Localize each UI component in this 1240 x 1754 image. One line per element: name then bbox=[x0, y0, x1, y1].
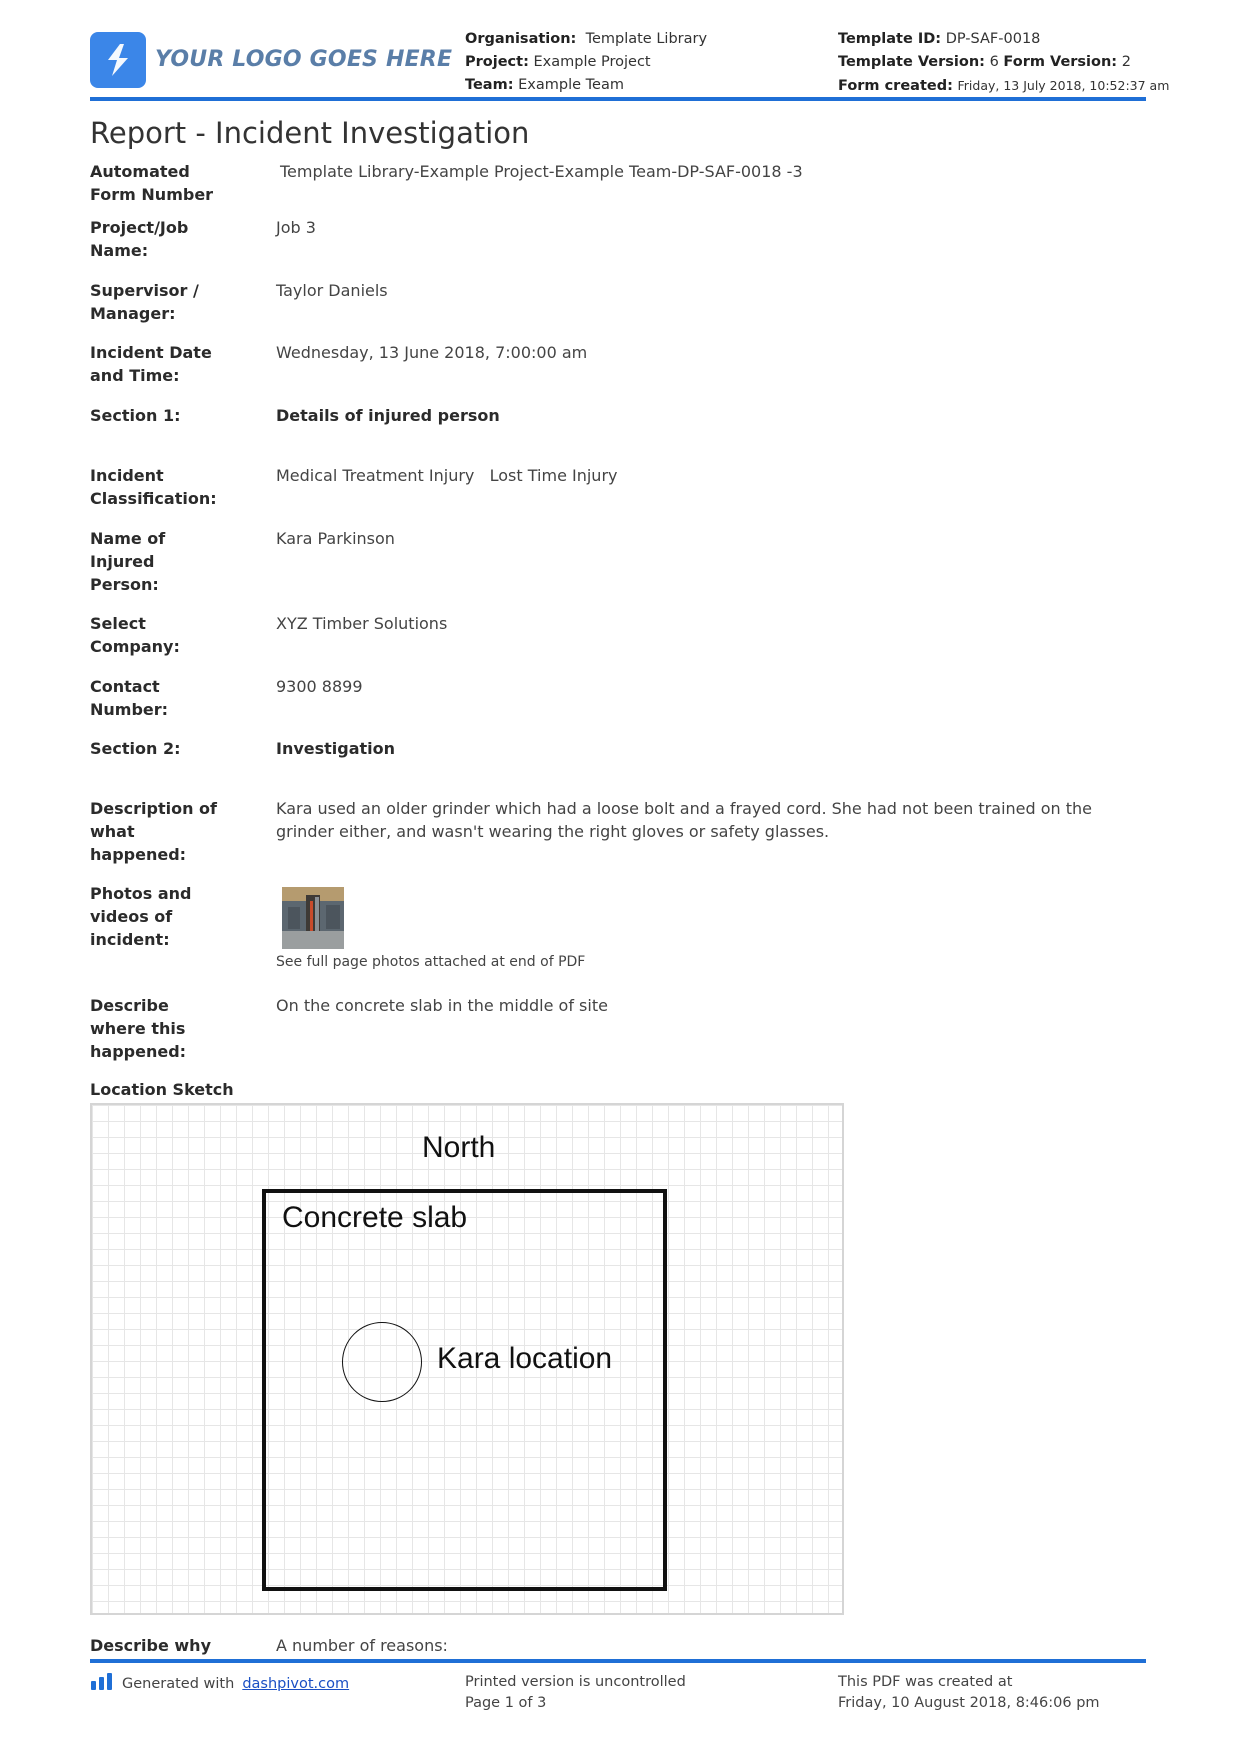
field-label: Describe where this happened: bbox=[90, 996, 187, 1061]
sketch-label: Location Sketch bbox=[90, 1080, 234, 1099]
field-label: Project/Job Name: bbox=[90, 218, 189, 260]
field-value: Job 3 bbox=[276, 218, 316, 237]
field-label: Describe why bbox=[90, 1636, 211, 1655]
template-version-label: Template Version: bbox=[838, 54, 985, 70]
organisation-label: Organisation: bbox=[465, 31, 577, 47]
field-label: Incident Classification: bbox=[90, 466, 217, 508]
footer-center bbox=[465, 1672, 686, 1714]
sketch-person-label: Kara location bbox=[437, 1342, 613, 1375]
field-value: Taylor Daniels bbox=[276, 281, 388, 300]
sketch-slab-outline bbox=[262, 1189, 667, 1591]
header-divider bbox=[90, 97, 1146, 101]
section-title: Investigation bbox=[276, 739, 396, 758]
footer-created-label: This PDF was created at bbox=[838, 1674, 1013, 1690]
footer-generated-text: Generated with bbox=[122, 1676, 235, 1692]
section-label: Section 1: bbox=[90, 406, 181, 425]
field-label: Contact Number: bbox=[90, 677, 169, 719]
section-label: Section 2: bbox=[90, 739, 181, 758]
incident-photo-thumbnail[interactable] bbox=[282, 887, 344, 949]
project-value: Example Project bbox=[533, 54, 651, 70]
field-label: Photos and videos of incident: bbox=[90, 884, 192, 949]
sketch-north-label: North bbox=[422, 1131, 496, 1164]
header-org-block bbox=[465, 28, 707, 97]
sketch-person-marker bbox=[342, 1322, 422, 1402]
field-value: Medical Treatment Injury Lost Time Injury bbox=[276, 466, 618, 485]
header-template-block bbox=[838, 28, 1169, 98]
page-title: Report - Incident Investigation bbox=[90, 116, 530, 150]
field-value: 9300 8899 bbox=[276, 677, 363, 696]
dashpivot-icon bbox=[90, 1672, 114, 1697]
organisation-value: Template Library bbox=[585, 31, 708, 47]
footer-uncontrolled: Printed version is uncontrolled bbox=[465, 1674, 686, 1690]
photo-caption: See full page photos attached at end of PDF bbox=[276, 954, 586, 970]
team-label: Team: bbox=[465, 77, 514, 93]
field-label: Description of what happened: bbox=[90, 799, 218, 864]
field-value: Wednesday, 13 June 2018, 7:00:00 am bbox=[276, 343, 588, 362]
field-value: Kara used an older grinder which had a loose bolt and a frayed cord. She had not been trained on the grinder either, and wasn't wearing the right gloves or safety glasses. bbox=[276, 799, 1093, 841]
field-label: Supervisor / Manager: bbox=[90, 281, 199, 323]
field-label: Name of Injured Person: bbox=[90, 529, 166, 594]
field-value: Template Library-Example Project-Example Team-DP-SAF-0018 -3 bbox=[280, 162, 803, 181]
field-value: XYZ Timber Solutions bbox=[276, 614, 448, 633]
footer-divider bbox=[90, 1659, 1146, 1663]
team-value: Example Team bbox=[518, 77, 624, 93]
field-label: Incident Date and Time: bbox=[90, 343, 212, 385]
field-label: Automated Form Number bbox=[90, 162, 214, 204]
sketch-slab-label: Concrete slab bbox=[282, 1201, 468, 1234]
form-created-value: Friday, 13 July 2018, 10:52:37 am bbox=[957, 78, 1170, 93]
section-title: Details of injured person bbox=[276, 406, 500, 425]
footer-created-value: Friday, 10 August 2018, 8:46:06 pm bbox=[838, 1695, 1100, 1711]
footer-generated bbox=[90, 1672, 349, 1697]
form-version-value: 2 bbox=[1121, 54, 1131, 70]
form-version-label: Form Version: bbox=[1003, 54, 1118, 70]
template-id-value: DP-SAF-0018 bbox=[945, 31, 1041, 47]
logo-text: YOUR LOGO GOES HERE bbox=[155, 47, 453, 72]
footer-page-number: Page 1 of 3 bbox=[465, 1695, 547, 1711]
footer-right bbox=[838, 1672, 1100, 1714]
template-id-label: Template ID: bbox=[838, 31, 942, 47]
location-sketch bbox=[90, 1103, 844, 1615]
logo-icon bbox=[90, 32, 146, 88]
field-value: Kara Parkinson bbox=[276, 529, 395, 548]
field-value: On the concrete slab in the middle of site bbox=[276, 996, 608, 1015]
template-version-value: 6 bbox=[989, 54, 999, 70]
form-created-label: Form created: bbox=[838, 78, 953, 94]
field-value: A number of reasons: bbox=[276, 1636, 448, 1655]
project-label: Project: bbox=[465, 54, 529, 70]
dashpivot-link[interactable]: dashpivot.com bbox=[242, 1676, 350, 1692]
field-label: Select Company: bbox=[90, 614, 180, 656]
